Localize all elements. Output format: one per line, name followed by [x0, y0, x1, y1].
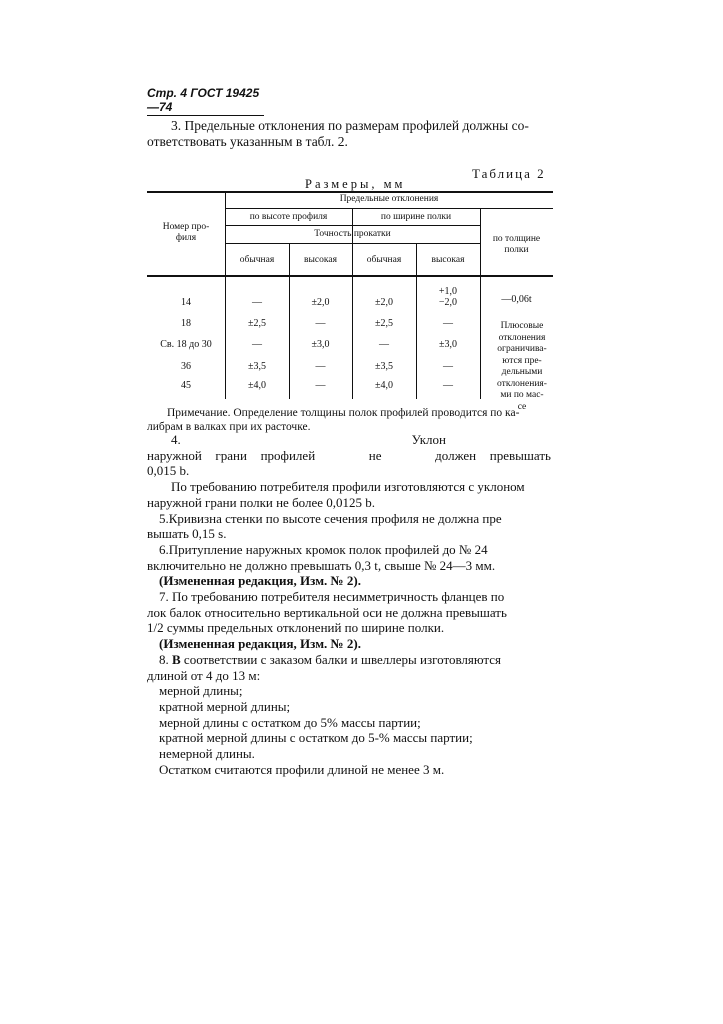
body-line: Остатком считаются профили длиной не менее 3 м.	[159, 761, 445, 777]
changed-edition: (Измененная редакция, Изм. № 2).	[159, 573, 361, 589]
cell-value: +1,0 −2,0	[438, 286, 458, 308]
para4-line: наружной грани профилей не должен превышать	[147, 447, 551, 463]
cell-value: ±2,0	[311, 297, 330, 308]
page-header: Стр. 4 ГОСТ 19425—74	[147, 86, 264, 116]
header-high: высокая	[304, 255, 337, 265]
cell-profile: 14	[181, 297, 191, 308]
body-line: лок балок относительно вертикальной оси не должна превышать	[147, 604, 507, 620]
cell-value: ±4,0	[248, 380, 266, 391]
body-line: 6.Притупление наружных кромок полок профилей до № 24	[159, 541, 488, 557]
cell-value: ±2,5	[375, 318, 393, 329]
deviations-table	[147, 191, 553, 412]
body-text	[147, 432, 551, 777]
cell-value: —	[443, 318, 453, 329]
table-rule	[147, 275, 553, 277]
table-rule	[225, 208, 553, 209]
body-line: длиной от 4 до 13 м:	[147, 667, 261, 683]
header-ordinary: обычная	[366, 255, 402, 265]
cell-profile: Св. 18 до 30	[160, 339, 212, 350]
cell-value: ±3,0	[439, 339, 457, 350]
cell-profile: 18	[181, 318, 191, 329]
thickness-note: Плюсовые отклонения ограничива- ются пре- дельными отклонения- ми по мас- се	[497, 321, 547, 412]
paragraph-3-line: ответствовать указанным в табл. 2.	[147, 134, 348, 149]
table-title: Таблица 2	[472, 166, 546, 181]
changed-edition: (Измененная редакция, Изм. № 2).	[159, 636, 361, 652]
header-high: высокая	[431, 255, 465, 265]
cell-value: ±3,0	[311, 339, 330, 350]
list-item: немерной длины.	[159, 746, 255, 762]
header-by-width: по ширине полки	[380, 212, 452, 222]
cell-value: ±2,5	[248, 318, 266, 329]
list-item: мерной длины;	[159, 683, 243, 699]
header-profile: Номер про- филя	[162, 222, 210, 243]
body-line: 7. По требованию потребителя несимметричность фланцев по	[159, 589, 505, 605]
body-line: вышать 0,15 s.	[147, 526, 227, 542]
body-line: 8. В соответствии с заказом балки и швеллеры изготовляются	[159, 651, 502, 667]
header-ordinary: обычная	[239, 255, 275, 265]
body-line: 5.Кривизна стенки по высоте сечения профиля не должна пре	[159, 510, 502, 526]
cell-value: —	[315, 361, 326, 372]
table-subtitle: Размеры, мм	[305, 177, 406, 191]
cell-value: —	[252, 297, 262, 308]
para4-line: 4. Уклон	[171, 432, 446, 447]
cell-value: —	[252, 339, 262, 350]
note-line: либрам в валках при их расточке.	[147, 421, 311, 433]
header-by-height: по высоте профиля	[249, 212, 328, 222]
table-note	[147, 406, 551, 434]
cell-value: —	[379, 339, 389, 350]
cell-value: —	[315, 380, 326, 391]
cell-value: ±3,5	[375, 361, 393, 372]
cell-value: ±2,0	[375, 297, 393, 308]
paragraph-3-line: 3. Предельные отклонения по размерам профилей должны со-	[171, 118, 529, 133]
header-thickness: по толщине полки	[492, 234, 541, 255]
header-precision: Точность прокатки	[314, 229, 391, 239]
cell-value: —	[315, 318, 326, 329]
para4-line: 0,015 b.	[147, 463, 190, 479]
cell-value: ±3,5	[248, 361, 266, 372]
cell-value: —	[443, 361, 453, 372]
header-limits: Предельные отклонения	[339, 194, 439, 204]
body-line: наружной грани полки не более 0,0125 b.	[147, 494, 376, 510]
note-line: Примечание. Определение толщины полок профилей проводится по ка-	[167, 407, 520, 419]
cell-profile: 45	[181, 380, 191, 391]
table-rule	[147, 191, 553, 193]
list-item: мерной длины с остатком до 5% массы партии;	[159, 714, 421, 730]
cell-thickness: —0,06t	[501, 294, 532, 305]
cell-profile: 36	[181, 361, 191, 372]
paragraph-3	[147, 118, 551, 150]
body-line: включительно не должно превышать 0,3 t, свыше № 24—3 мм.	[147, 557, 496, 573]
list-item: кратной мерной длины;	[159, 698, 291, 714]
body-line: 1/2 суммы предельных отклонений по ширине полки.	[147, 620, 445, 636]
cell-value: —	[443, 380, 453, 391]
body-line: По требованию потребителя профили изготовляются с уклоном	[171, 479, 525, 495]
cell-value: ±4,0	[375, 380, 393, 391]
list-item: кратной мерной длины с остатком до 5-% массы партии;	[159, 730, 473, 746]
